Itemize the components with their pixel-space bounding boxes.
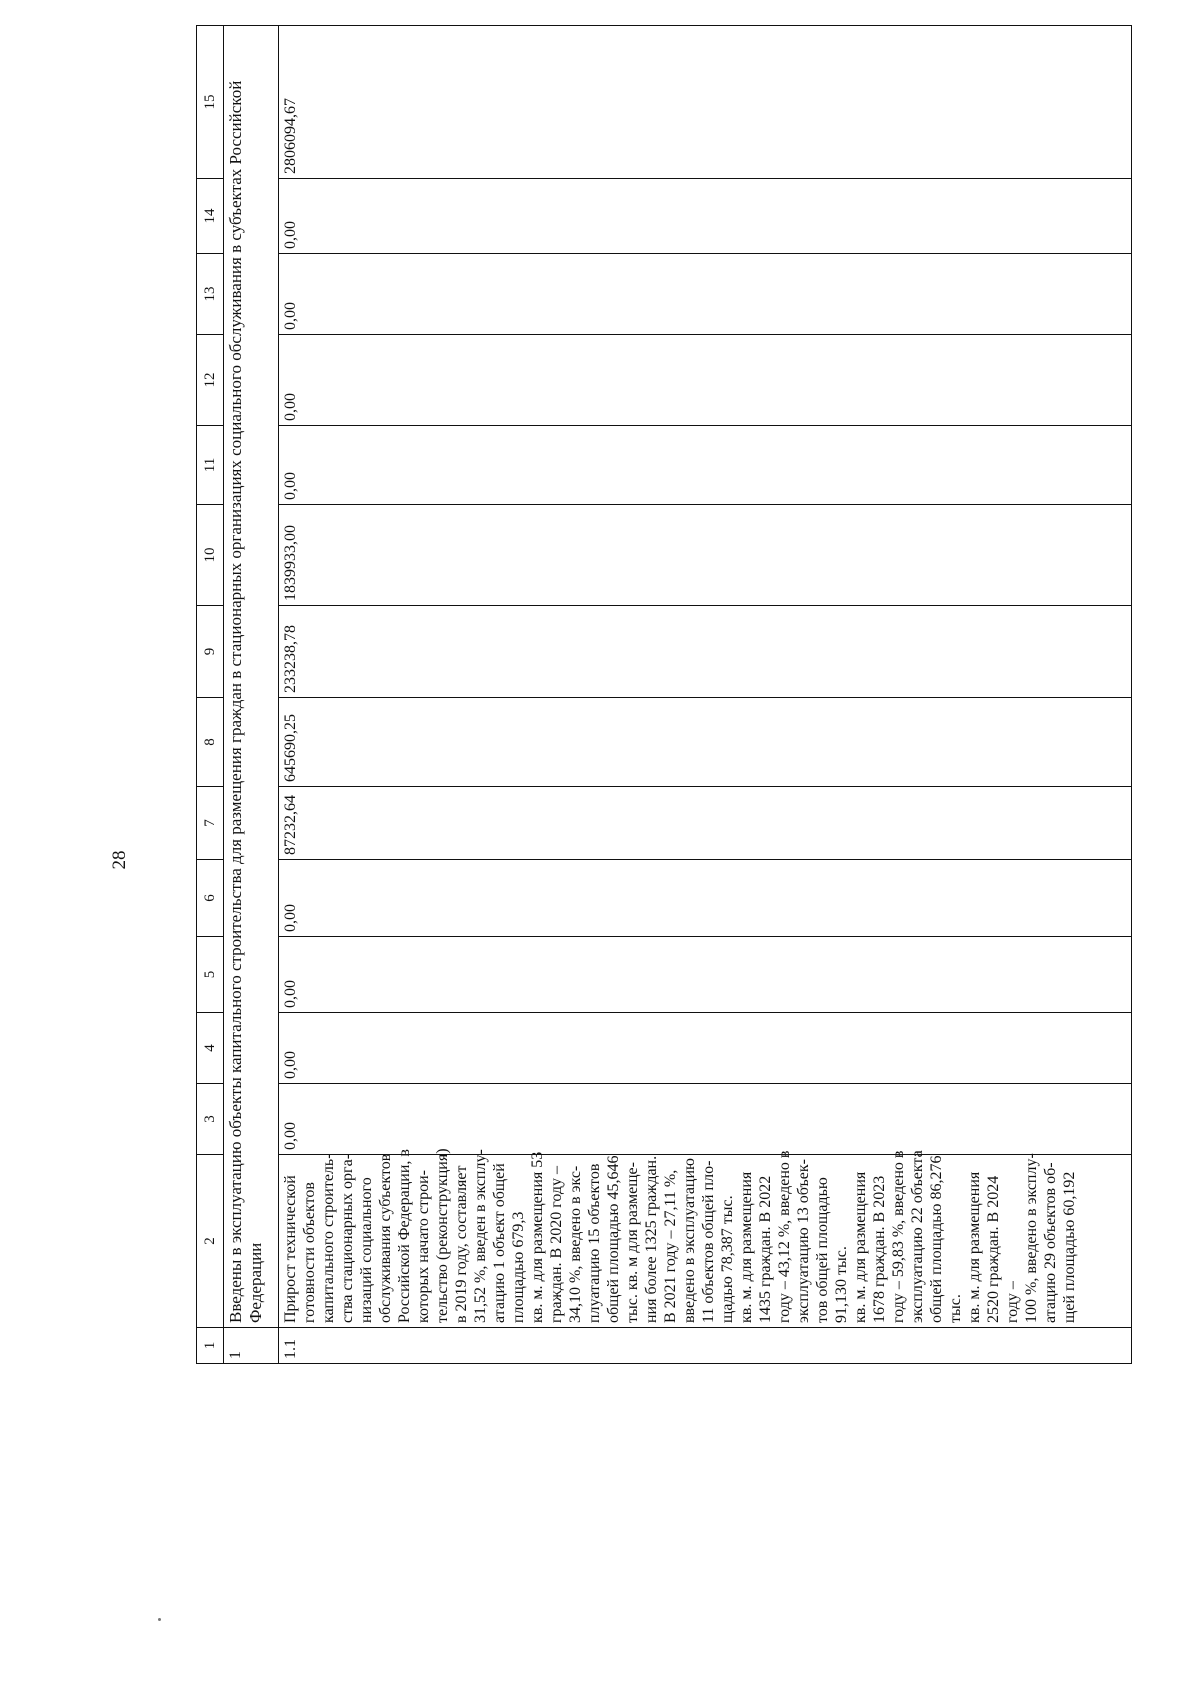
description-line: низаций социального [358,1177,375,1323]
value-cell: 2806094,67 [279,26,1132,179]
value-cell: 0,00 [279,860,1132,937]
description-line: 2520 граждан. В 2024 [985,1175,1002,1323]
description-line: эксплуатацию 13 объек- [795,1159,812,1323]
description-line: кв. м. для размещения 53 [529,1151,546,1323]
row-number: 1.1 [279,1328,1132,1364]
value-cell: 645690,25 [279,698,1132,787]
value-cell: 233238,78 [279,606,1132,698]
description-line: введено в эксплуатацию [681,1158,698,1323]
section-row [224,26,279,1364]
table-row [279,26,1132,1364]
description-line: 1435 граждан. В 2022 [757,1175,774,1323]
description-line: готовности объектов [301,1182,318,1323]
column-number: 7 [197,787,224,860]
column-number: 5 [197,937,224,1013]
description-line: общей площадью 86,276 [928,1155,945,1323]
description-line: щей площадью 60,192 [1061,1171,1078,1323]
description-line: общей площадью 45,646 [605,1155,622,1323]
description-line: 100 %, введено в эксплу- [1023,1153,1040,1323]
column-number: 8 [197,698,224,787]
description-line: кв. м. для размещения [738,1171,755,1323]
description-line: году – 43,12 %, введено в [776,1150,793,1323]
value-cell: 87232,64 [279,787,1132,860]
description-line: атацию 29 объектов об- [1042,1162,1059,1323]
description-line: тыс. кв. м для размеще- [624,1162,641,1323]
page-number: 28 [109,850,130,870]
rotated-table-container [196,80,1132,1364]
column-number: 11 [197,426,224,505]
description-line: году – [1004,1281,1021,1323]
description-line: капитального строитель- [320,1153,337,1323]
description-line: тов общей площадью [814,1177,831,1323]
description-line: граждан. В 2020 году – [548,1165,565,1323]
column-number: 14 [197,179,224,254]
value-cell: 1839933,00 [279,505,1132,606]
column-number: 13 [197,254,224,335]
description-line: 31,52 %, введен в эксплу- [472,1149,489,1323]
value-cell: 0,00 [279,1013,1132,1084]
description-line: плуатацию 15 объектов [586,1163,603,1323]
description-line: 11 объектов общей пло- [700,1160,717,1323]
column-number: 3 [197,1084,224,1155]
column-number: 4 [197,1013,224,1084]
value-cell: 0,00 [279,335,1132,426]
description-line: Прирост технической [282,1175,299,1323]
description-line: в 2019 году, составляет [453,1165,470,1323]
data-table [196,25,1132,1364]
description-line: площадью 679,3 [510,1211,527,1323]
description-line: году – 59,83 %, введено в [890,1150,907,1323]
description-line: которых начато строи- [415,1170,432,1323]
row-description [279,1148,1132,1328]
description-line: 1678 граждан. В 2023 [871,1175,888,1323]
column-number: 10 [197,505,224,606]
table-area [196,80,1200,1359]
column-number: 15 [197,26,224,179]
description-line: обслуживания субъектов [377,1153,394,1323]
description-line: эксплуатацию 22 объекта [909,1150,926,1323]
value-cell: 0,00 [279,1084,1132,1155]
description-line: В 2021 году – 27,11 %, [662,1169,679,1323]
description-line: 34,10 %, введено в экс- [567,1165,584,1323]
description-line: Российской Федерации, в [396,1149,413,1323]
column-number: 9 [197,606,224,698]
description-line: щадью 78,387 тыс. [719,1195,736,1323]
column-number: 1 [197,1328,224,1364]
description-line: атацию 1 объект общей [491,1163,508,1323]
description-line: тыс. [947,1294,964,1323]
description-line: ства стационарных орга- [339,1153,356,1323]
section-number: 1 [224,1328,279,1364]
value-cell: 0,00 [279,254,1132,335]
column-number-row [197,26,224,1364]
scan-dot [158,1618,161,1621]
description-line: кв. м. для размещения [852,1171,869,1323]
description-line: 91,130 тыс. [833,1246,850,1323]
description-line: кв. м. для размещения [966,1171,983,1323]
value-cell: 0,00 [279,179,1132,254]
value-cell: 0,00 [279,426,1132,505]
section-title: Введены в эксплуатацию объекты капитального строительства для размещения граждан в стационарных организациях социального обслуживания в субъектах Российской Федерации [224,26,279,1328]
value-cell: 0,00 [279,937,1132,1013]
column-number: 12 [197,335,224,426]
description-line: ния более 1325 граждан. [643,1155,660,1323]
description-line: тельство (реконструкция) [434,1148,451,1323]
column-number: 2 [197,1155,224,1328]
column-number: 6 [197,860,224,937]
